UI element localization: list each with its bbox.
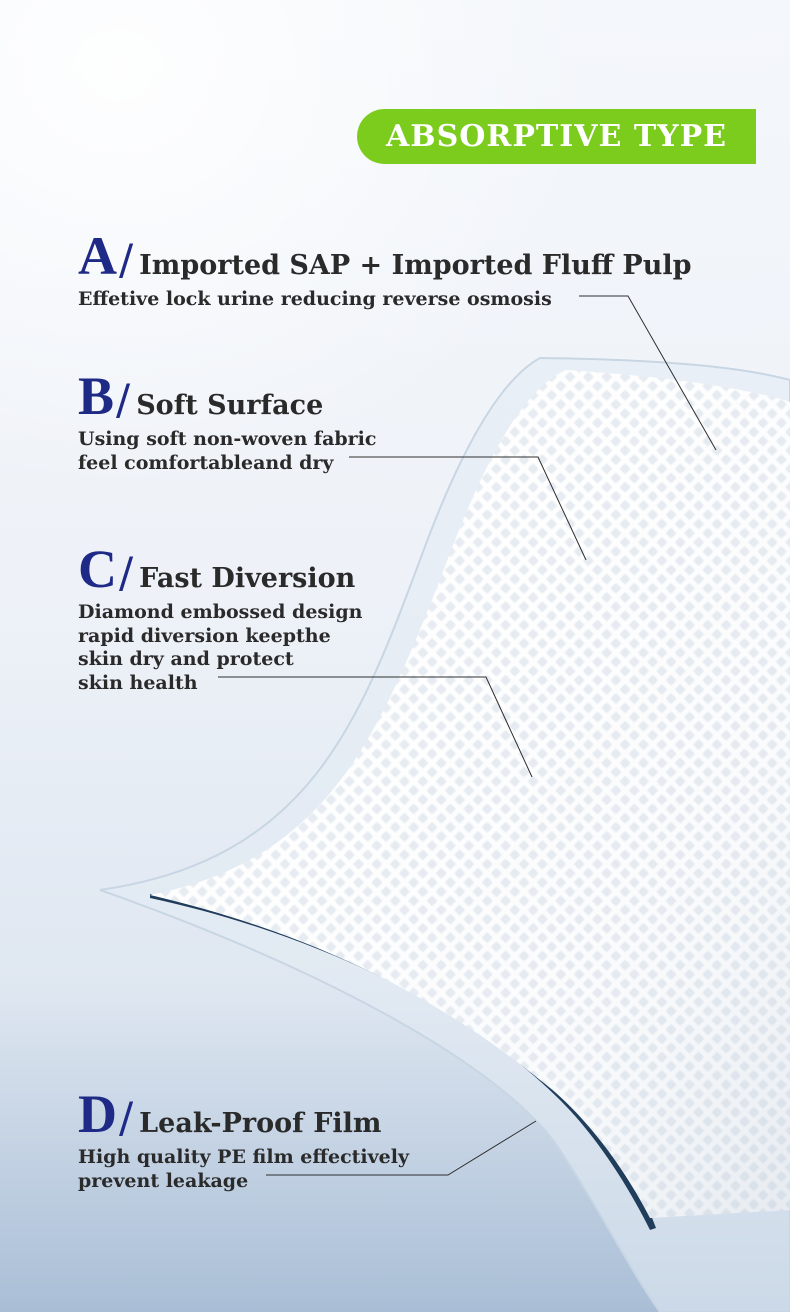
feature-d bbox=[78, 1084, 410, 1193]
badge-label: ABSORPTIVE TYPE bbox=[385, 119, 728, 154]
absorptive-type-badge bbox=[357, 109, 756, 164]
feature-c bbox=[78, 539, 363, 695]
feature-desc-line: Diamond embossed design bbox=[78, 601, 363, 623]
feature-title: Fast Diversion bbox=[139, 563, 356, 594]
feature-title: Soft Surface bbox=[136, 390, 324, 421]
feature-b bbox=[78, 366, 377, 475]
feature-letter: A bbox=[78, 226, 117, 286]
feature-letter: B bbox=[78, 366, 115, 426]
feature-a bbox=[78, 226, 692, 312]
feature-title: Imported SAP + Imported Fluff Pulp bbox=[139, 250, 692, 281]
feature-desc-line: rapid diversion keepthe bbox=[78, 624, 331, 647]
feature-desc-line: prevent leakage bbox=[78, 1169, 249, 1192]
feature-desc-line: Using soft non-woven fabric bbox=[78, 428, 377, 450]
feature-desc-line: skin dry and protect bbox=[78, 648, 294, 670]
slash-divider: / bbox=[116, 375, 131, 424]
feature-letter: D bbox=[78, 1084, 117, 1144]
feature-title: Leak-Proof Film bbox=[139, 1108, 382, 1139]
slash-divider: / bbox=[119, 1093, 134, 1142]
feature-desc-line: feel comfortableand dry bbox=[78, 451, 334, 474]
slash-divider: / bbox=[119, 235, 134, 284]
feature-desc-line: Effetive lock urine reducing reverse osmosis bbox=[78, 288, 552, 310]
feature-desc-line: High quality PE film effectively bbox=[78, 1146, 410, 1168]
slash-divider: / bbox=[119, 548, 134, 597]
feature-desc-line: skin health bbox=[78, 671, 198, 694]
callout-line-a bbox=[579, 296, 716, 450]
feature-letter: C bbox=[78, 539, 117, 599]
callout-line-b bbox=[349, 457, 586, 560]
